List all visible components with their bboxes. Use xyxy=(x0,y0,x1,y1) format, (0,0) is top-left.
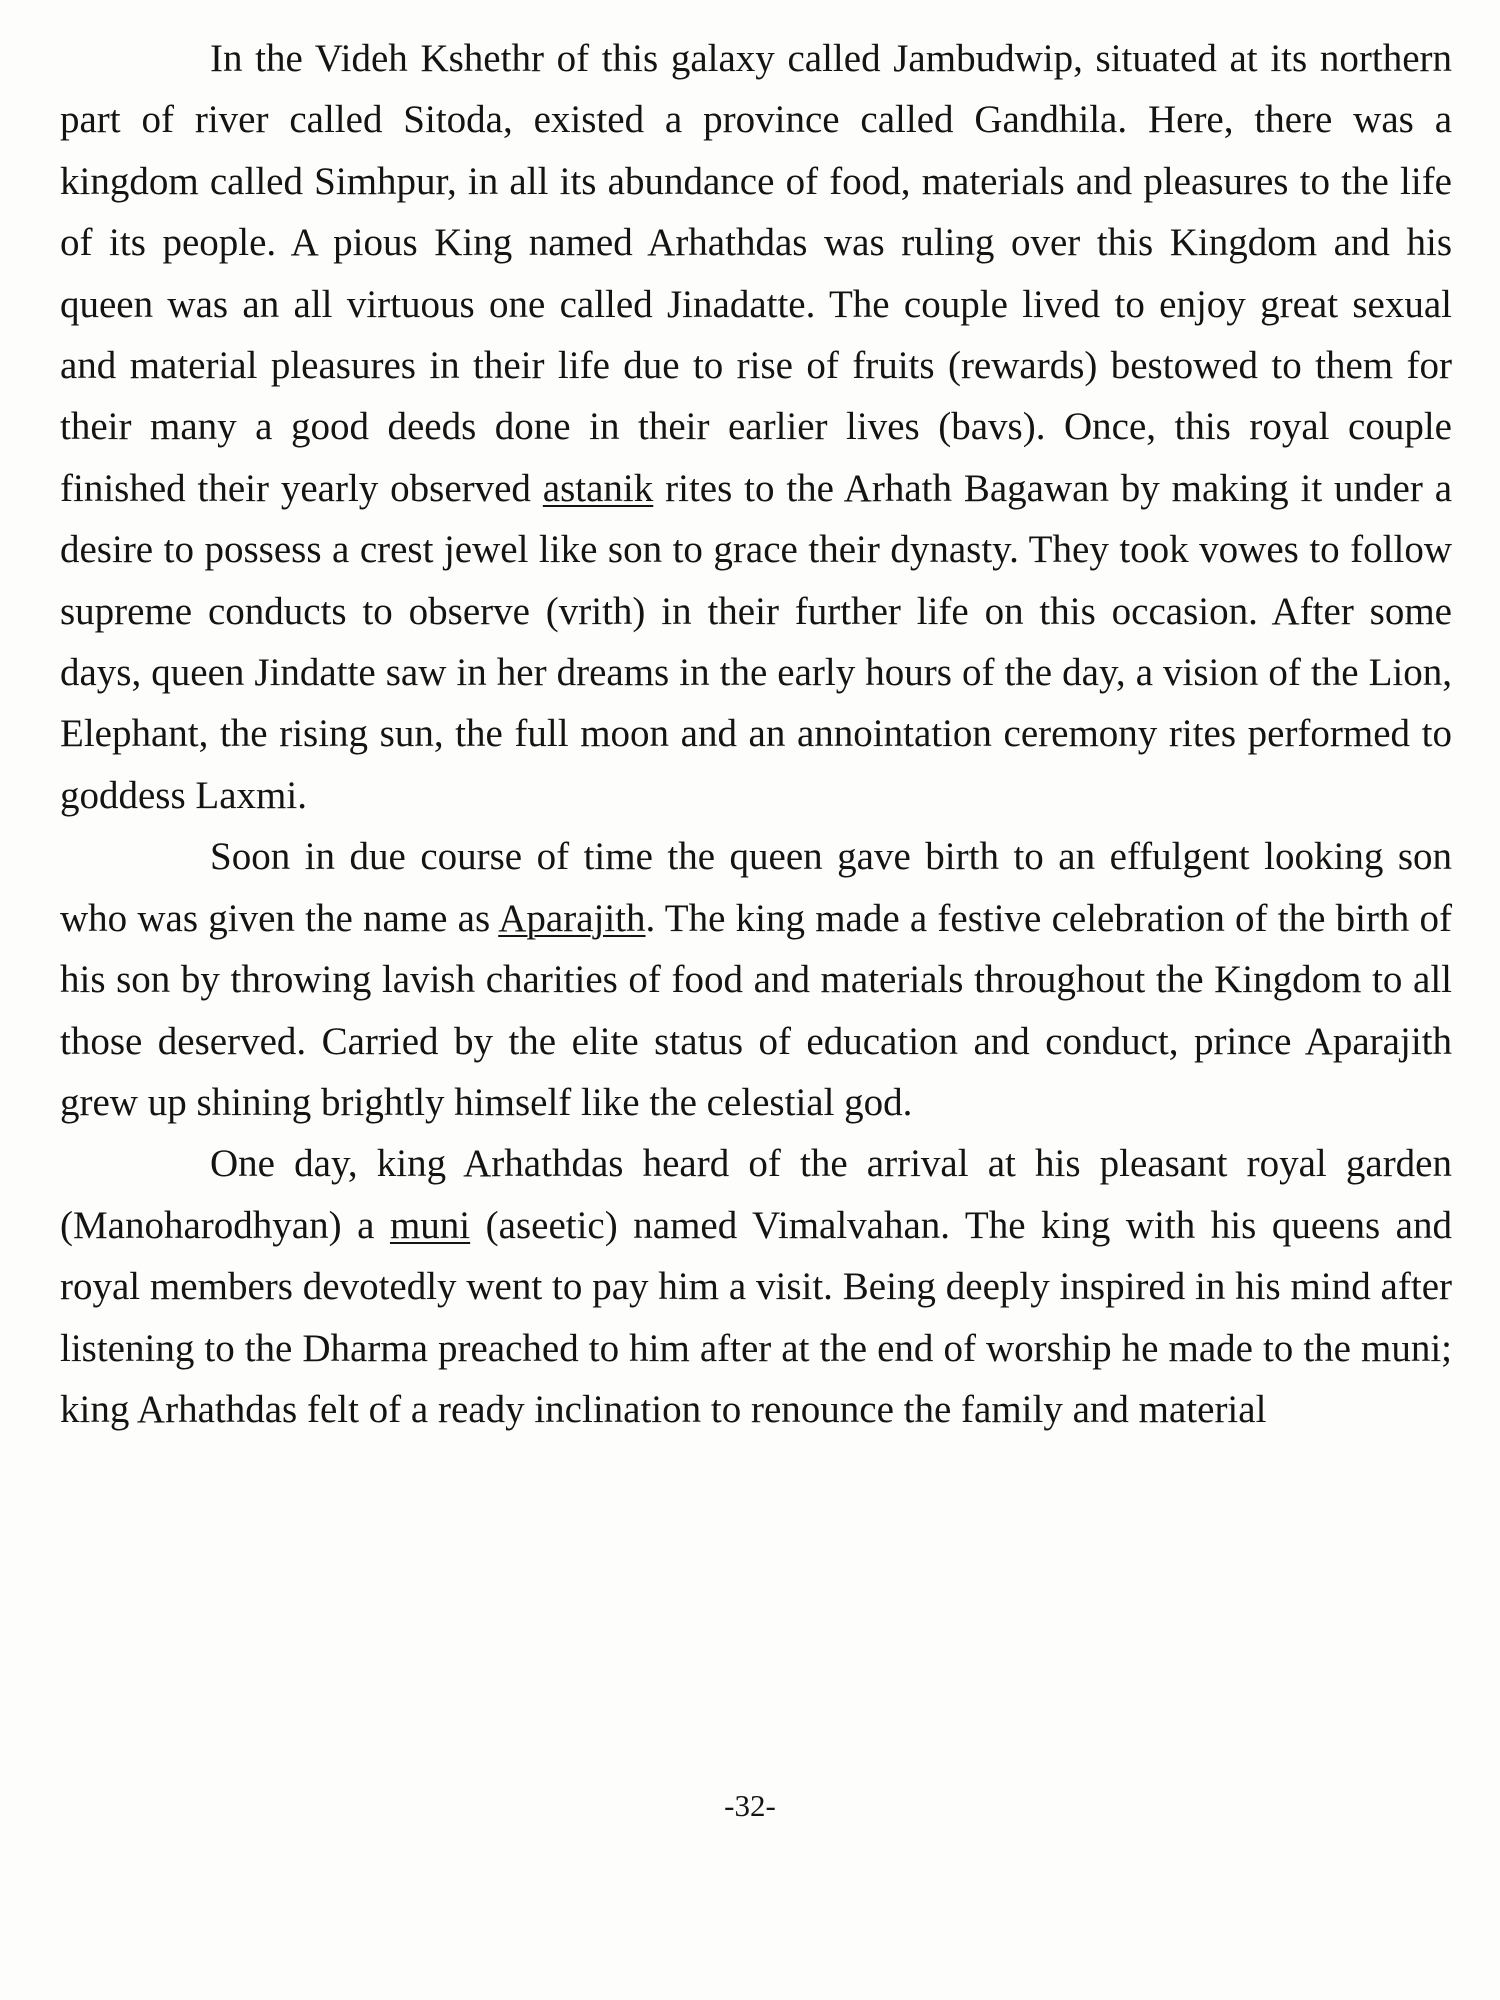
term-muni: muni xyxy=(389,1203,471,1247)
term-astanik: astanik xyxy=(542,466,654,510)
paragraph-2 xyxy=(60,826,1452,1133)
paragraph-2-text-a: Soon in due course of time the queen gave birth to an effulgent looking son who was given the name as xyxy=(60,835,1452,940)
paragraph-1 xyxy=(60,28,1452,826)
paragraph-1-text-b: rites to the Arhath Bagawan by making it under a desire to possess a crest jewel like son to grace their dynasty. They took vowes to follow supreme conducts to observe (vrith) in their further life on this occasion. After some days, queen Jindatte saw in her dreams in the early hours of the day, a vision of the Lion, Elephant, the rising sun, the full moon and an annointation ceremony rites performed to goddess Laxmi. xyxy=(60,466,1453,817)
paragraph-3 xyxy=(60,1133,1452,1440)
page-number: -32- xyxy=(724,1788,776,1823)
paragraph-1-text-a: In the Videh Kshethr of this galaxy called Jambudwip, situated at its northern part of river called Sitoda, existed a province called Gandhila. Here, there was a kingdom called Simhpur, in all its abundance of food, materials and pleasures to the life of its people. A pious King named Arhathdas was ruling over this Kingdom and his queen was an all virtuous one called Jinadatte. The couple lived to enjoy great sexual and material pleasures in their life due to rise of fruits (rewards) bestowed to them for their many a good deeds done in their earlier lives (bavs). Once, this royal couple finished their yearly observed xyxy=(60,37,1452,510)
paragraph-3-text-a: One day, king Arhathdas heard of the arrival at his pleasant royal garden (Manoharodhyan) a xyxy=(60,1142,1452,1247)
paragraph-2-text-b: . The king made a festive celebration of the birth of his son by throwing lavish charities of food and materials throughout the Kingdom to all those deserved. Carried by the elite status of education and conduct, prince Aparajith grew up shining brightly himself like the celestial god. xyxy=(60,896,1452,1124)
paragraph-3-text-b: (aseetic) named Vimalvahan. The king with his queens and royal members devotedly went to pay him a visit. Being deeply inspired in his mind after listening to the Dharma preached to him after at the end of worship he made to the muni; king Arhathdas felt of a ready inclination to renounce the family and material xyxy=(60,1203,1452,1431)
term-aparajith: Aparajith xyxy=(498,896,646,940)
body-text xyxy=(60,28,1452,1440)
